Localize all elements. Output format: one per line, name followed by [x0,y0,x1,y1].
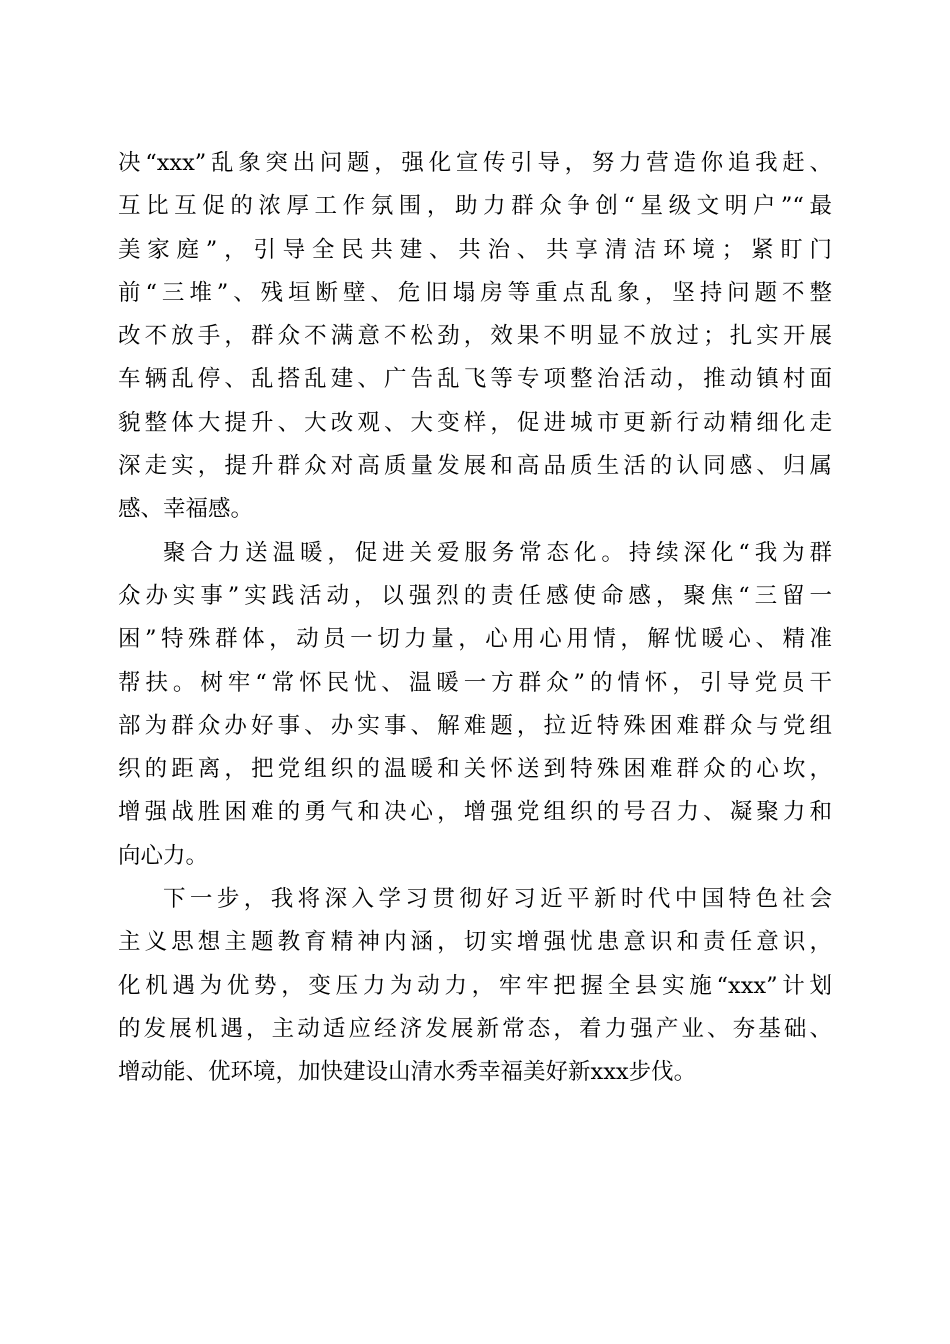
text-line: 的发展机遇，主动适应经济发展新常态，着力强产业、夯基础、 [118,1015,832,1042]
text-line: 帮扶。树牢“常怀民忧、温暖一方群众”的情怀，引导党员干 [118,669,832,696]
text-line: 部为群众办好事、办实事、解难题，拉近特殊困难群众与党组 [118,712,832,739]
text-line: 下一步，我将深入学习贯彻好习近平新时代中国特色社会 [163,886,832,913]
paragraph-urban-renewal [118,142,832,532]
text-line: 向心力。 [118,842,209,869]
text-line: 前“三堆”、残垣断壁、危旧塌房等重点乱象，坚持问题不整 [118,279,832,306]
text-line: 增动能、优环境，加快建设山清水秀幸福美好新xxx步伐。 [118,1059,697,1086]
text-line: 深走实，提升群众对高质量发展和高品质生活的认同感、归属 [118,453,832,480]
text-line: 织的距离，把党组织的温暖和关怀送到特殊困难群众的心坎， [118,756,832,783]
paragraph-next-steps [118,878,832,1094]
text-line: 美家庭”，引导全民共建、共治、共享清洁环境；紧盯门 [118,236,832,263]
text-line: 主义思想主题教育精神内涵，切实增强忧患意识和责任意识， [118,929,832,956]
text-line: 困”特殊群体，动员一切力量，心用心用情，解忧暖心、精准 [118,626,832,653]
paragraph-care-services [118,532,832,878]
text-line: 化机遇为优势，变压力为动力，牢牢把握全县实施“xxx”计划 [118,972,832,999]
document-body [118,142,832,1095]
text-line: 貌整体大提升、大改观、大变样，促进城市更新行动精细化走 [118,409,832,436]
text-line: 感、幸福感。 [118,496,254,523]
text-line: 决“xxx”乱象突出问题，强化宣传引导，努力营造你追我赶、 [118,150,832,176]
text-line: 增强战胜困难的勇气和决心，增强党组织的号召力、凝聚力和 [118,799,832,826]
text-line: 车辆乱停、乱搭乱建、广告乱飞等专项整治活动，推动镇村面 [118,366,832,393]
text-line: 改不放手，群众不满意不松劲，效果不明显不放过；扎实开展 [118,323,832,350]
text-line: 互比互促的浓厚工作氛围，助力群众争创“星级文明户”“最 [118,193,832,220]
text-line: 众办实事”实践活动，以强烈的责任感使命感，聚焦“三留一 [118,582,832,609]
text-line: 聚合力送温暖，促进关爱服务常态化。持续深化“我为群 [163,539,832,566]
